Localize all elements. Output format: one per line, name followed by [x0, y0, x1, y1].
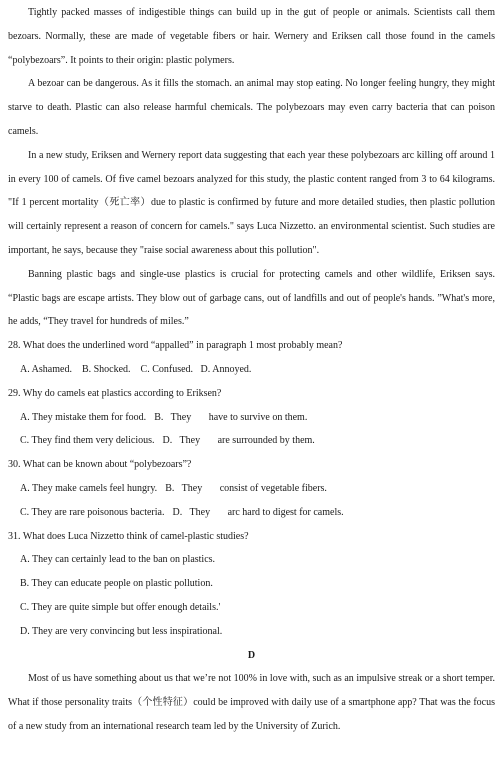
question-28-options: A. Ashamed. B. Shocked. C. Confused. D. Annoyed. — [20, 363, 252, 375]
question-28-stem: 28. What does the underlined word “appalled” in paragraph 1 most probably mean? — [8, 340, 343, 352]
question-31-option-a: A. They can certainly lead to the ban on plastics. — [20, 554, 216, 566]
question-31-stem: 31. What does Luca Nizzetto think of camel-plastic studies? — [8, 530, 249, 542]
question-30-option-b: B. They consist of vegetable fibers. — [165, 482, 327, 494]
question-29-options-row-1 — [8, 406, 495, 430]
question-30-options-row-2 — [8, 501, 495, 525]
question-29-option-b: B. They have to survive on them. — [154, 411, 308, 423]
question-31-option-c: C. They are quite simple but offer enough details.' — [20, 601, 221, 613]
passage-d-paragraph-1: Most of us have something about us that we’re not 100% in love with, such as an impulsive streak or a short temper. What if those personality traits（个性特征）could be improved with daily use of a smartphone app? That was the focus of a new study from an international research team led by the University of Zurich. — [8, 673, 495, 732]
question-29-option-a: A. They mistake them for food. — [20, 411, 147, 423]
question-30-options-row-1 — [8, 477, 495, 501]
question-30-option-a: A. They make camels feel hungry. — [20, 482, 158, 494]
question-31-option-d: D. They are very convincing but less inspirational. — [20, 625, 223, 637]
question-29-stem: 29. Why do camels eat plastics according to Eriksen? — [8, 387, 222, 399]
passage-c-paragraph-3: In a new study, Eriksen and Wernery report data suggesting that each year these polybezoars arc killing off around 1 in every 100 of camels. Of five camel bezoars analyzed for this study, the plastic content ranged from 3 to 64 kilograms. "If 1 percent mortality（死亡率）due to plastic is confirmed by future and more detailed studies, then plastic pollution will certainly represent a reason of concern for camels." says Luca Nizzetto. an environmental scientist. Such studies are important, he says, because they "raise social awareness about this pollution". — [8, 149, 495, 256]
question-31-option-b: B. They can educate people on plastic pollution. — [20, 578, 213, 590]
passage-c-paragraph-1: Tightly packed masses of indigestible things can build up in the gut of people or animals. Scientists call them bezoars. Normally, these are made of vegetable fibers or hair. Wernery and Eriksen call those found in the camels “polybezoars”. It points to their origin: plastic polymers. — [8, 7, 495, 66]
passage-c-paragraph-2: A bezoar can be dangerous. As it fills the stomach. an animal may stop eating. No longer feeling hungry, they might starve to death. Plastic can also release harmful chemicals. The polybezoars may even carry bacteria that can poison camels. — [8, 78, 495, 137]
question-30-stem: 30. What can be known about “polybezoars”? — [8, 459, 192, 471]
passage-d-heading: D — [247, 649, 256, 661]
passage-c-paragraph-4: Banning plastic bags and single-use plastics is crucial for protecting camels and other wildlife, Eriksen says. “Plastic bags are escape artists. They blow out of garbage cans, out of landfills and out of people's hands. ”What's more, he adds, “They travel for hundreds of miles.” — [8, 268, 495, 328]
question-30-option-d: D. They arc hard to digest for camels. — [172, 506, 344, 518]
question-30-option-c: C. They are rare poisonous bacteria. — [20, 506, 165, 518]
question-29-option-c: C. They find them very delicious. — [20, 435, 155, 447]
question-29-options-row-2 — [8, 429, 495, 453]
document-page — [8, 1, 495, 739]
question-29-option-d: D. They are surrounded by them. — [162, 435, 315, 447]
